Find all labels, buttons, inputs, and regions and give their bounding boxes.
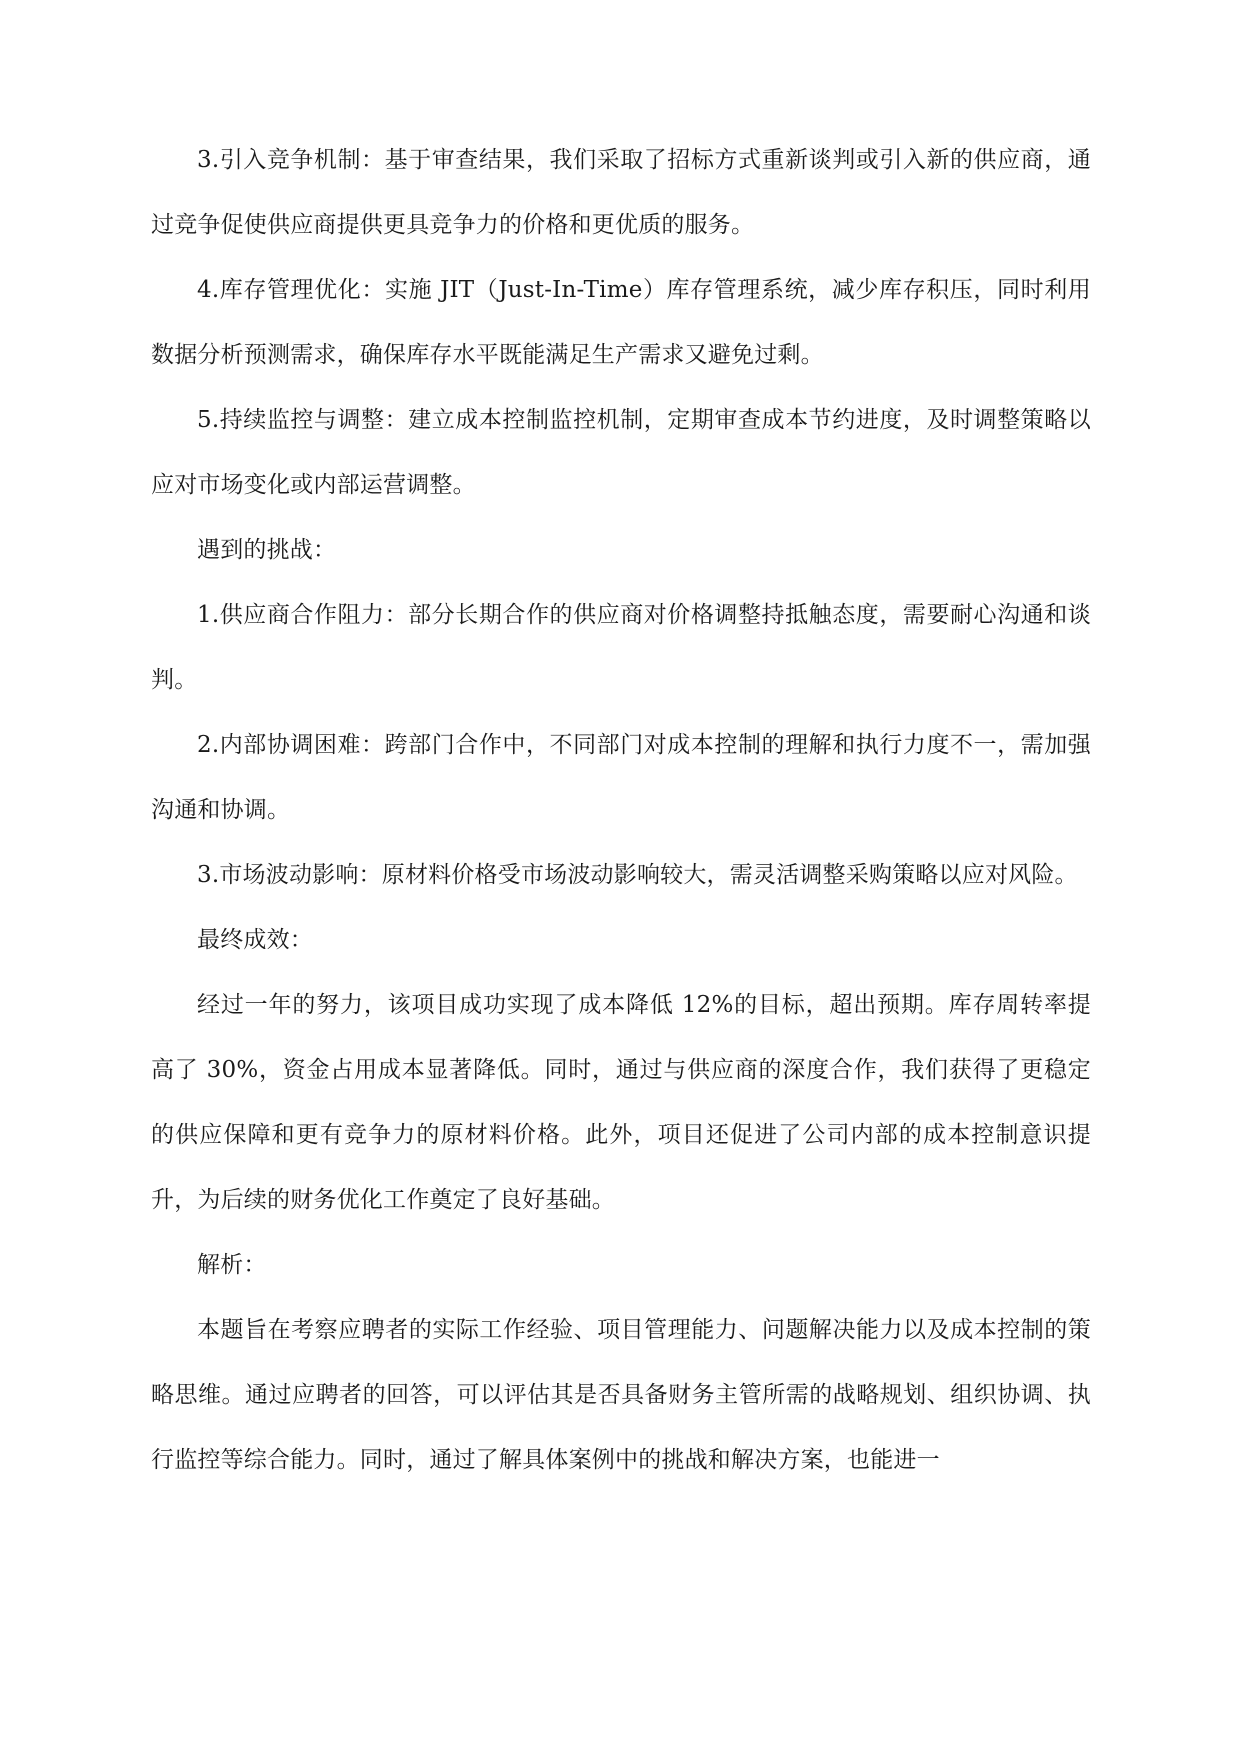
paragraph-market-volatility: 3.市场波动影响：原材料价格受市场波动影响较大，需灵活调整采购策略以应对风险。: [197, 862, 1078, 888]
heading-analysis: 解析：: [197, 1252, 267, 1278]
document-body: [151, 128, 1091, 1493]
paragraph-internal-coordination: 2.内部协调困难：跨部门合作中，不同部门对成本控制的理解和执行力度不一，需加强沟通和协调。: [151, 732, 1091, 823]
paragraph-results-detail: 经过一年的努力，该项目成功实现了成本降低 12%的目标，超出预期。库存周转率提高了 30%，资金占用成本显著降低。同时，通过与供应商的深度合作，我们获得了更稳定的供应保障和更有竞争力的原材料价格。此外，项目还促进了公司内部的成本控制意识提升，为后续的财务优化工作奠定了良好基础。: [151, 992, 1091, 1213]
paragraph-supplier-resistance: 1.供应商合作阻力：部分长期合作的供应商对价格调整持抵触态度，需要耐心沟通和谈判。: [151, 602, 1091, 693]
heading-final-results: 最终成效：: [197, 927, 313, 953]
paragraph-analysis-detail: 本题旨在考察应聘者的实际工作经验、项目管理能力、问题解决能力以及成本控制的策略思维。通过应聘者的回答，可以评估其是否具备财务主管所需的战略规划、组织协调、执行监控等综合能力。同时，通过了解具体案例中的挑战和解决方案，也能进一: [151, 1317, 1091, 1473]
paragraph-monitoring-adjustment: 5.持续监控与调整：建立成本控制监控机制，定期审查成本节约进度，及时调整策略以应对市场变化或内部运营调整。: [151, 407, 1091, 498]
heading-challenges: 遇到的挑战：: [197, 537, 337, 563]
paragraph-inventory-optimization: 4.库存管理优化：实施 JIT（Just-In-Time）库存管理系统，减少库存积压，同时利用数据分析预测需求，确保库存水平既能满足生产需求又避免过剩。: [151, 277, 1091, 368]
paragraph-competition-mechanism: 3.引入竞争机制：基于审查结果，我们采取了招标方式重新谈判或引入新的供应商，通过竞争促使供应商提供更具竞争力的价格和更优质的服务。: [151, 147, 1091, 238]
